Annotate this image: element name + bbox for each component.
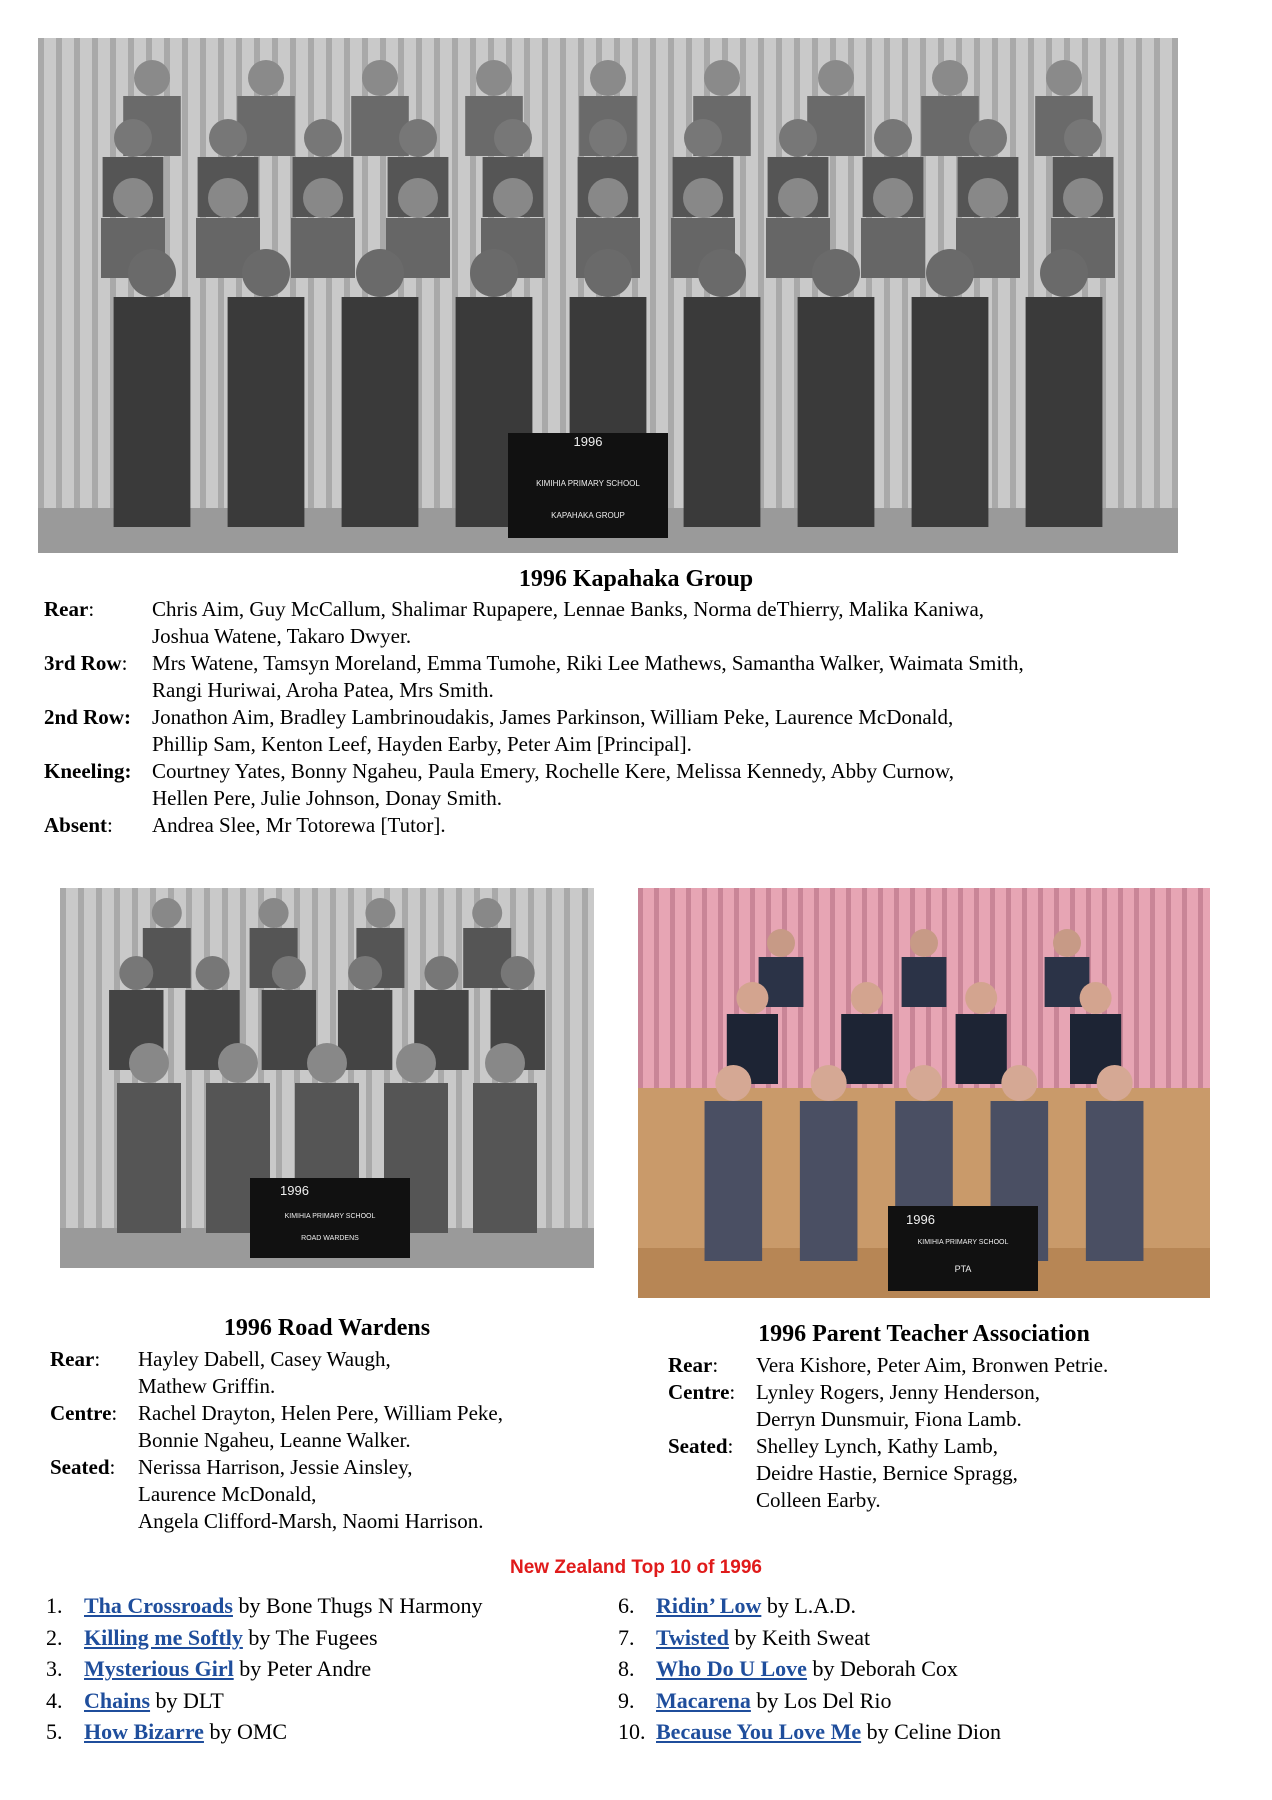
road-wardens-row (50, 1346, 610, 1400)
top10-item (46, 1685, 482, 1717)
row-names: Jonathon Aim, Bradley Lambrinoudakis, James Parkinson, William Peke, Laurence McDonald, Phillip Sam, Kenton Leef, Hayden Earby, Peter Aim [Principal]. (152, 705, 954, 756)
song-artist: by The Fugees (242, 1624, 378, 1650)
kapahaka-photo-graphic (38, 38, 1178, 553)
person-head (968, 178, 1008, 218)
person-body (114, 297, 191, 527)
person-head (589, 119, 627, 157)
person-head (424, 956, 458, 990)
person-body (861, 218, 925, 278)
person-head (873, 178, 913, 218)
person-head (1063, 178, 1103, 218)
person-head (1040, 249, 1088, 297)
person-head (584, 249, 632, 297)
person-head (129, 1043, 169, 1083)
person-body (117, 1083, 181, 1233)
person-head (969, 119, 1007, 157)
song-link[interactable]: Chains (84, 1687, 151, 1713)
row-names: Hayley Dabell, Casey Waugh, Mathew Griffin. (138, 1347, 391, 1398)
row-label: Seated: (668, 1434, 734, 1458)
row-label: Absent: (44, 813, 113, 837)
kapahaka-row (44, 704, 1244, 758)
row-label: 2nd Row: (44, 705, 131, 729)
road-wardens-row (50, 1454, 610, 1535)
person-head (818, 60, 854, 96)
row-label: Rear: (44, 597, 95, 621)
person-head (778, 178, 818, 218)
kapahaka-sign-school: KIMIHIA PRIMARY SCHOOL (536, 479, 640, 488)
person-head (399, 119, 437, 157)
song-link[interactable]: Ridin’ Low (656, 1593, 762, 1618)
row-names: Rachel Drayton, Helen Pere, William Peke, Bonnie Ngaheu, Leanne Walker. (138, 1401, 503, 1452)
person-head (209, 119, 247, 157)
person-head (932, 60, 968, 96)
song-link[interactable]: Twisted (656, 1624, 729, 1650)
row-names: Andrea Slee, Mr Totorewa [Tutor]. (152, 813, 446, 837)
song-link[interactable]: Macarena (656, 1687, 751, 1713)
row-names: Shelley Lynch, Kathy Lamb, Deidre Hastie, Bernice Spragg, Colleen Earby. (756, 1434, 1018, 1512)
top10-item (618, 1622, 1001, 1654)
person-head (493, 178, 533, 218)
song-artist: by L.A.D. (761, 1593, 857, 1618)
top10-list-right (618, 1590, 1001, 1748)
person-body (956, 1014, 1007, 1084)
song-artist: by OMC (203, 1719, 288, 1744)
person-head (114, 119, 152, 157)
person-head (684, 119, 722, 157)
pta-sign-school: KIMIHIA PRIMARY SCHOOL (917, 1239, 1009, 1246)
rank-number: 5. (46, 1719, 63, 1744)
song-link[interactable]: Because You Love Me (656, 1719, 862, 1744)
person-head (736, 982, 768, 1014)
rank-number: 4. (46, 1687, 63, 1713)
road-wardens-sign-year: 1996 (280, 1183, 309, 1198)
person-head (1001, 1065, 1037, 1101)
top10-list-left (46, 1590, 482, 1748)
person-head (1097, 1065, 1133, 1101)
pta-caption (668, 1352, 1248, 1514)
person-head (851, 982, 883, 1014)
row-label: Seated: (50, 1455, 116, 1479)
road-wardens-photo-graphic (60, 888, 594, 1268)
top10-title: New Zealand Top 10 of 1996 (509, 1557, 762, 1578)
person-body (228, 297, 305, 527)
kapahaka-row (44, 812, 1244, 839)
person-head (218, 1043, 258, 1083)
row-label: Rear: (668, 1353, 719, 1377)
person-body (705, 1101, 763, 1261)
top10-item (46, 1590, 482, 1622)
top10-item (46, 1653, 482, 1685)
row-names: Mrs Watene, Tamsyn Moreland, Emma Tumohe, Riki Lee Mathews, Samantha Walker, Waimata Smith, Rangi Huriwai, Aroha Patea, Mrs Smith. (152, 651, 1024, 702)
road-wardens-photo (60, 888, 594, 1268)
person-head (348, 956, 382, 990)
top10-item (618, 1653, 1001, 1685)
road-wardens-row (50, 1400, 610, 1454)
person-body (800, 1101, 858, 1261)
rank-number: 9. (618, 1687, 635, 1713)
pta-row (668, 1433, 1248, 1514)
rank-number: 3. (46, 1656, 63, 1681)
row-label: Centre: (50, 1401, 118, 1425)
person-body (684, 297, 761, 527)
person-body (902, 957, 947, 1007)
person-head (811, 1065, 847, 1101)
person-body (1026, 297, 1103, 527)
person-head (1064, 119, 1102, 157)
rank-number: 2. (46, 1624, 63, 1650)
row-names: Nerissa Harrison, Jessie Ainsley, Laurence McDonald, Angela Clifford-Marsh, Naomi Harrison. (138, 1455, 484, 1533)
song-artist: by Deborah Cox (806, 1656, 958, 1681)
top10-item (46, 1622, 482, 1654)
person-head (812, 249, 860, 297)
person-body (798, 297, 875, 527)
road-wardens-caption (50, 1346, 610, 1535)
pta-row (668, 1352, 1248, 1379)
person-head (259, 898, 289, 928)
person-head (1046, 60, 1082, 96)
row-names: Chris Aim, Guy McCallum, Shalimar Rupapere, Lennae Banks, Norma deThierry, Malika Kaniwa, Joshua Watene, Takaro Dwyer. (152, 597, 985, 648)
road-wardens-sign-school: KIMIHIA PRIMARY SCHOOL (284, 1213, 376, 1220)
person-head (248, 60, 284, 96)
song-artist: by Peter Andre (233, 1656, 372, 1681)
person-head (767, 929, 795, 957)
person-head (965, 982, 997, 1014)
person-head (906, 1065, 942, 1101)
person-head (208, 178, 248, 218)
person-head (398, 178, 438, 218)
kapahaka-row (44, 650, 1244, 704)
person-head (485, 1043, 525, 1083)
top10-item (618, 1716, 1001, 1748)
song-link[interactable]: How Bizarre (84, 1719, 204, 1744)
row-label: 3rd Row: (44, 651, 128, 675)
person-head (588, 178, 628, 218)
road-wardens-title: 1996 Road Wardens (223, 1315, 431, 1341)
pta-photo (638, 888, 1210, 1298)
person-head (113, 178, 153, 218)
person-body (912, 297, 989, 527)
row-label: Centre: (668, 1380, 736, 1404)
person-body (841, 1014, 892, 1084)
person-body (351, 96, 409, 156)
kapahaka-row (44, 596, 1244, 650)
kapahaka-title: 1996 Kapahaka Group (518, 566, 754, 592)
person-head (590, 60, 626, 96)
pta-photo-graphic (638, 888, 1210, 1298)
person-head (476, 60, 512, 96)
rank-number: 7. (618, 1624, 635, 1650)
person-head (494, 119, 532, 157)
person-head (134, 60, 170, 96)
song-link[interactable]: Who Do U Love (656, 1656, 807, 1681)
person-head (272, 956, 306, 990)
person-head (779, 119, 817, 157)
person-head (910, 929, 938, 957)
top10-item (618, 1590, 1001, 1622)
song-artist: by Bone Thugs N Harmony (232, 1593, 483, 1618)
person-body (921, 96, 979, 156)
person-body (342, 297, 419, 527)
song-artist: by Keith Sweat (728, 1624, 871, 1650)
person-head (152, 898, 182, 928)
row-label: Rear: (50, 1347, 101, 1371)
person-body (291, 218, 355, 278)
person-body (1086, 1101, 1144, 1261)
pta-title: 1996 Parent Teacher Association (758, 1321, 1090, 1347)
top10-item (618, 1685, 1001, 1717)
top10-item (46, 1716, 482, 1748)
person-head (1080, 982, 1112, 1014)
person-head (396, 1043, 436, 1083)
rank-number: 6. (618, 1593, 635, 1618)
rank-number: 10. (618, 1719, 646, 1744)
song-artist: by Celine Dion (861, 1719, 1002, 1744)
row-names: Lynley Rogers, Jenny Henderson, Derryn Dunsmuir, Fiona Lamb. (756, 1380, 1041, 1431)
person-body (473, 1083, 537, 1233)
person-head (362, 60, 398, 96)
person-head (356, 249, 404, 297)
kapahaka-photo (38, 38, 1178, 553)
pta-row (668, 1379, 1248, 1433)
person-head (242, 249, 290, 297)
person-head (470, 249, 518, 297)
road-wardens-sign-group: ROAD WARDENS (301, 1235, 359, 1242)
kapahaka-row (44, 758, 1244, 812)
pta-sign-group: PTA (954, 1264, 972, 1274)
rank-number: 8. (618, 1656, 635, 1681)
person-head (119, 956, 153, 990)
song-link[interactable]: Tha Crossroads (84, 1593, 233, 1618)
pta-sign-year: 1996 (906, 1212, 935, 1227)
kapahaka-caption (44, 596, 1244, 839)
kapahaka-sign-group: KAPAHAKA GROUP (551, 511, 625, 520)
row-label: Kneeling: (44, 759, 132, 783)
person-head (1053, 929, 1081, 957)
person-head (472, 898, 502, 928)
person-head (874, 119, 912, 157)
person-head (683, 178, 723, 218)
person-head (307, 1043, 347, 1083)
person-head (365, 898, 395, 928)
row-names: Courtney Yates, Bonny Ngaheu, Paula Emery, Rochelle Kere, Melissa Kennedy, Abby Curnow, Hellen Pere, Julie Johnson, Donay Smith. (152, 759, 954, 810)
person-body (807, 96, 865, 156)
song-link[interactable]: Mysterious Girl (84, 1656, 234, 1681)
person-head (128, 249, 176, 297)
person-head (304, 119, 342, 157)
person-head (196, 956, 230, 990)
person-head (715, 1065, 751, 1101)
kapahaka-sign-year: 1996 (573, 434, 603, 449)
person-head (704, 60, 740, 96)
person-body (237, 96, 295, 156)
song-artist: by Los Del Rio (750, 1687, 892, 1713)
song-artist: by DLT (150, 1687, 224, 1713)
person-head (698, 249, 746, 297)
person-head (303, 178, 343, 218)
row-names: Vera Kishore, Peter Aim, Bronwen Petrie. (756, 1353, 1109, 1377)
person-head (926, 249, 974, 297)
person-head (501, 956, 535, 990)
song-link[interactable]: Killing me Softly (84, 1624, 243, 1650)
rank-number: 1. (46, 1593, 63, 1618)
